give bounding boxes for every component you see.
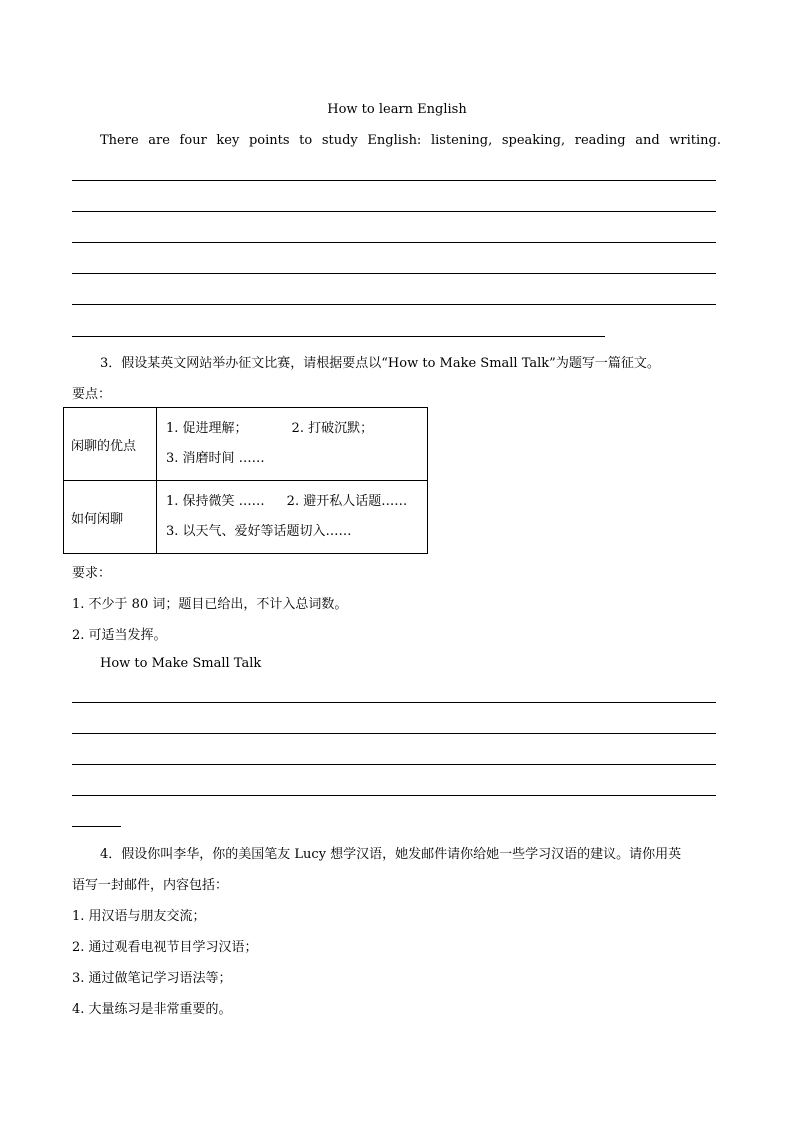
point-item: 1. 促进理解； bbox=[166, 421, 248, 436]
writing-line bbox=[72, 702, 716, 703]
writing-line bbox=[72, 273, 716, 274]
point-item: 3. 消磨时间 …… bbox=[166, 451, 265, 466]
q4-item: 3. 通过做笔记学习语法等； bbox=[72, 971, 232, 986]
writing-line bbox=[72, 733, 716, 734]
point-item: 2. 打破沉默； bbox=[291, 421, 374, 436]
writing-line bbox=[72, 180, 716, 181]
requirements-label: 要求： bbox=[72, 566, 112, 581]
q4-item: 1. 用汉语与朋友交流； bbox=[72, 909, 206, 924]
row-label: 如何闲聊 bbox=[64, 481, 157, 554]
q3-prompt: 3．假设某英文网站举办征文比赛，请根据要点以“How to Make Small Talk”为题写一篇征文。 bbox=[100, 356, 660, 371]
q4-prompt-line1: 4．假设你叫李华，你的美国笔友 Lucy 想学汉语，她发邮件请你给她一些学习汉语的建议。请你用英 bbox=[100, 847, 682, 862]
writing-line bbox=[72, 764, 716, 765]
essay-title-2: How to Make Small Talk bbox=[100, 656, 262, 671]
point-item: 3. 以天气、爱好等话题切入…… bbox=[166, 524, 352, 539]
row-content bbox=[157, 481, 428, 554]
point-item: 1. 保持微笑 …… bbox=[166, 494, 265, 509]
points-label: 要点： bbox=[72, 387, 112, 402]
table-row bbox=[64, 481, 428, 554]
row-label: 闲聊的优点 bbox=[64, 408, 157, 481]
writing-line bbox=[72, 826, 121, 827]
table-row bbox=[64, 408, 428, 481]
requirement-item: 1. 不少于 80 词；题目已给出，不计入总词数。 bbox=[72, 597, 348, 612]
requirement-item: 2. 可适当发挥。 bbox=[72, 628, 167, 643]
q4-prompt-line2: 语写一封邮件，内容包括： bbox=[72, 878, 229, 893]
row-content bbox=[157, 408, 428, 481]
point-item: 2. 避开私人话题…… bbox=[286, 494, 408, 509]
q4-item: 2. 通过观看电视节目学习汉语； bbox=[72, 940, 258, 955]
writing-line bbox=[72, 211, 716, 212]
essay-title: How to learn English bbox=[327, 102, 467, 117]
essay-intro: There are four key points to study English: listening, speaking, reading and writing. bbox=[100, 133, 721, 148]
points-table bbox=[63, 407, 428, 554]
q4-item: 4. 大量练习是非常重要的。 bbox=[72, 1002, 232, 1017]
writing-line bbox=[72, 336, 605, 337]
writing-line bbox=[72, 242, 716, 243]
writing-line bbox=[72, 795, 716, 796]
writing-line bbox=[72, 304, 716, 305]
